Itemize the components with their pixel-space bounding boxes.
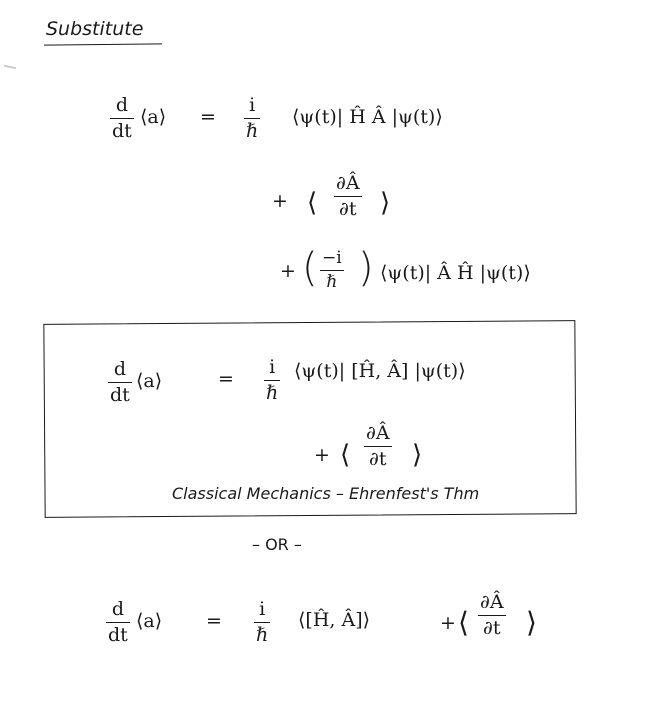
eq1-neg-i-hbar-fraction <box>320 250 344 291</box>
boxed-partial-A: ∂Â <box>366 422 390 444</box>
eq3-commutator: ⟨[Ĥ, Â]⟩ <box>298 609 371 631</box>
eq1-plus-2: + <box>280 260 296 282</box>
eq1-hbar-2: ℏ <box>326 272 338 292</box>
eq1-term3: ⟨ψ(t)| Â Ĥ |ψ(t)⟩ <box>380 262 531 284</box>
heading-underline <box>44 43 162 45</box>
eq1-right-paren: ) <box>358 245 374 291</box>
eq1-hbar: ℏ <box>246 120 259 142</box>
boxed-expectation-a: ⟨a⟩ <box>136 370 163 392</box>
eq3-left-angle: ⟨ <box>458 606 469 639</box>
eq1-term1: ⟨ψ(t)| Ĥ Â |ψ(t)⟩ <box>292 106 443 128</box>
eq3-hbar: ℏ <box>256 624 269 646</box>
eq3-fraction-bar-2 <box>254 622 270 623</box>
eq3-partial-fraction <box>478 593 506 638</box>
boxed-plus: + <box>314 444 330 466</box>
boxed-fraction-bar-2 <box>264 380 280 381</box>
eq3-i-hbar-fraction <box>254 600 270 645</box>
boxed-equals: = <box>218 368 234 390</box>
eq3-partial-t: ∂t <box>483 617 501 639</box>
eq1-i: i <box>249 94 256 116</box>
eq1-partial-A: ∂Â <box>336 172 360 194</box>
boxed-right-angle: ⟩ <box>412 440 423 470</box>
boxed-partial-bar <box>364 446 392 447</box>
boxed-hbar: ℏ <box>266 382 279 404</box>
eq3-plus: + <box>440 612 456 634</box>
eq1-d: d <box>115 94 128 116</box>
eq1-d-dt-fraction <box>110 96 134 141</box>
eq3-d-dt-fraction <box>106 600 130 645</box>
boxed-partial-fraction <box>364 424 392 469</box>
boxed-i: i <box>269 356 276 378</box>
eq1-partial-bar <box>334 196 362 197</box>
eq3-d: d <box>111 598 124 620</box>
eq3-partial-bar <box>478 615 506 616</box>
boxed-commutator-term: ⟨ψ(t)| [Ĥ, Â] |ψ(t)⟩ <box>294 360 466 382</box>
eq1-partial-t: ∂t <box>339 198 357 220</box>
eq1-left-angle: ⟨ <box>307 188 318 218</box>
eq3-equals: = <box>206 610 222 632</box>
eq1-fraction-bar-2 <box>244 118 260 119</box>
boxed-left-angle: ⟨ <box>340 440 351 470</box>
eq1-plus-1: + <box>272 190 288 212</box>
boxed-d-dt-fraction <box>108 360 132 405</box>
eq1-fraction-bar <box>110 118 134 119</box>
eq3-expectation-a: ⟨a⟩ <box>136 610 163 632</box>
eq3-right-angle: ⟩ <box>526 606 537 639</box>
eq1-left-paren: ( <box>302 245 318 291</box>
eq1-dt: dt <box>112 120 132 142</box>
or-separator: – OR – <box>252 535 302 554</box>
heading: Substitute <box>46 18 144 40</box>
eq1-neg-i: −i <box>322 248 342 268</box>
eq1-partial-fraction <box>334 174 362 219</box>
boxed-caption: Classical Mechanics – Ehrenfest's Thm <box>172 484 480 503</box>
boxed-partial-t: ∂t <box>369 448 387 470</box>
boxed-d: d <box>113 358 126 380</box>
boxed-i-hbar-fraction <box>264 358 280 403</box>
boxed-fraction-bar <box>108 382 132 383</box>
paper-speck <box>4 65 16 69</box>
eq3-fraction-bar <box>106 622 130 623</box>
eq3-partial-A: ∂Â <box>480 591 504 613</box>
eq1-right-angle: ⟩ <box>380 188 391 218</box>
eq1-equals: = <box>200 106 216 128</box>
eq1-expectation-a: ⟨a⟩ <box>140 106 167 128</box>
eq1-neg-fraction-bar <box>320 270 344 271</box>
eq1-i-hbar-fraction <box>244 96 260 141</box>
boxed-dt: dt <box>110 384 130 406</box>
eq3-i: i <box>259 598 266 620</box>
eq3-dt: dt <box>108 624 128 646</box>
